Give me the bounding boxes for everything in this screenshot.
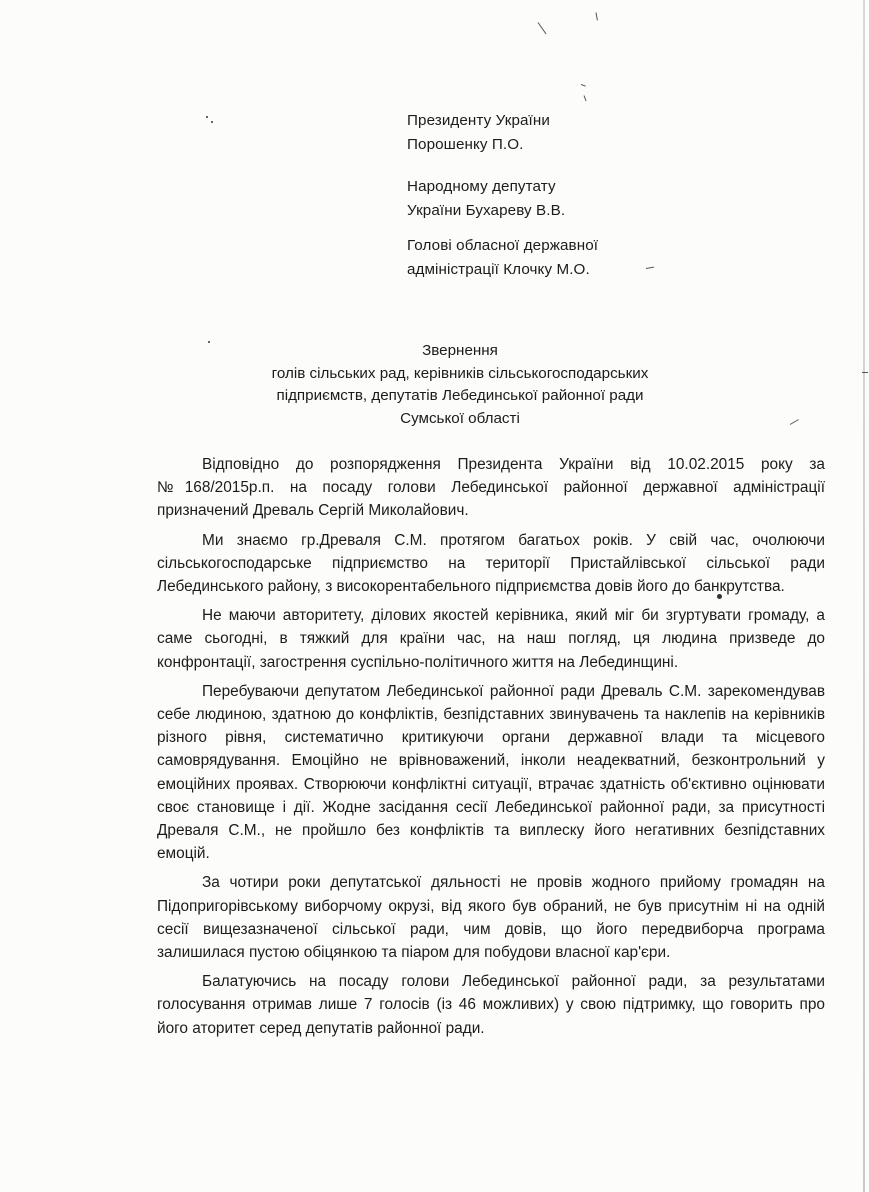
- body-paragraph: Не маючи авторитету, ділових якостей керівника, який міг би згуртувати громаду, а саме сьогодні, в тяжкий для країни час, на наш погляд, ця людина призведе до конфронтації, загострення суспільно-політичного життя на Лебединщині.: [157, 607, 825, 671]
- body-paragraph: Перебуваючи депутатом Лебединської районної ради Древаль С.М. зарекомендував себе людиною, здатною до конфліктів, безпідставних звинувачень та наклепів на керівників різного рівня, систематично критикуючи органи державної влади та місцевого самоврядування. Емоційно не врівноважений, інколи неадекватний, безконтрольний у емоційних проявах. Створюючи конфліктні ситуації, втрачає здатність об'єктивно оцінювати своє становище і дії. Жодне засідання сесії Лебединської районної ради, за присутності Древаля С.М., не пройшло без конфліктів та виплеску його негативних безпідставних емоцій.: [157, 682, 825, 863]
- scan-speck: [581, 84, 586, 87]
- body-paragraph: Балатуючись на посаду голови Лебединської районної ради, за результатами голосування отримав лише 7 голосів (із 46 можливих) у свою підтримку, що говорить про його аторитет серед депутатів районної ради.: [157, 973, 825, 1037]
- page-edge-shadow: [863, 0, 865, 1192]
- scan-speck: [584, 95, 587, 101]
- appeal-subtitle-line: голів сільських рад, керівників сільськогосподарських: [271, 364, 649, 382]
- addressee-governor: [407, 234, 598, 282]
- addressee-line: адміністрації Клочку М.О.: [407, 261, 590, 278]
- body-paragraph: Відповідно до розпорядження Президента України від 10.02.2015 року за №168/2015р.п. на посаду голови Лебединської районної державної адміністрації призначений Древаль Сергій Миколайович.: [157, 456, 825, 520]
- body-paragraph: Ми знаємо гр.Древаля С.М. протягом багатьох років. У свій час, очолюючи сільськогосподарське підприємство на території Пристайлівської сільської ради Лебединського району, з високорентабельного підприємства довів його до банкрутства.: [157, 531, 825, 596]
- scan-speck: [790, 419, 799, 425]
- scan-speck: [596, 12, 598, 20]
- scan-speck: [538, 22, 547, 34]
- addressee-line: Порошенку П.О.: [407, 136, 524, 153]
- appeal-subtitle-line: підприємств, депутатів Лебединської районної ради: [276, 387, 644, 404]
- scan-speck: [862, 372, 868, 373]
- addressee-deputy: [407, 175, 565, 223]
- appeal-heading: Звернення: [422, 342, 498, 359]
- addressee-line: Народному депутату: [407, 178, 556, 195]
- scan-speck: [211, 121, 213, 123]
- addressee-president: [407, 109, 550, 157]
- appeal-body: [157, 453, 825, 1046]
- body-paragraph: За чотири роки депутатської дяльності не провів жодного прийому громадян на Підопригорівському виборчому окрузі, від якого був обраний, не був присутнім ні на одній сесії вищезазначеної сільської ради, чим довів, що його передвиборча програма залишилася пустою обіцянкою та піаром для побудови власної кар'єри.: [157, 874, 825, 962]
- scan-speck: [206, 116, 208, 118]
- appeal-title: [160, 340, 760, 430]
- addressee-line: Президенту України: [407, 112, 550, 129]
- appeal-subtitle-line: Сумської області: [400, 409, 520, 427]
- addressee-line: Голові обласної державної: [407, 237, 599, 254]
- addressee-line: України Бухареву В.В.: [407, 202, 566, 219]
- scan-speck: [646, 267, 654, 269]
